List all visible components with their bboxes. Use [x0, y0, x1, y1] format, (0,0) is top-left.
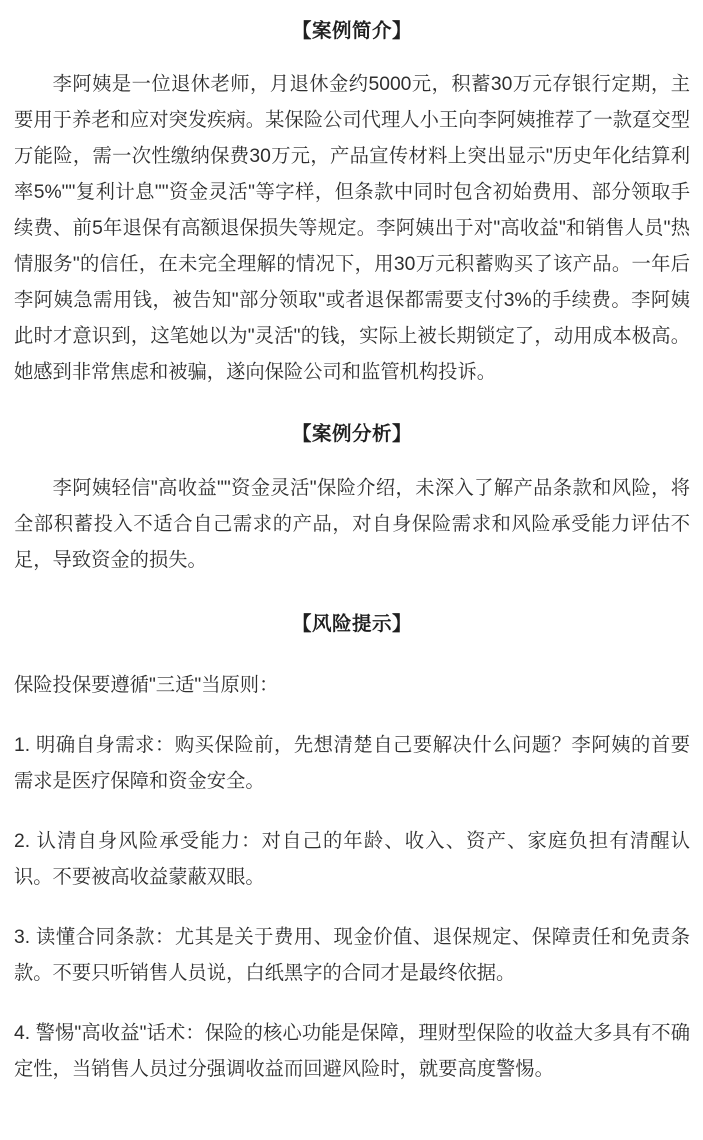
risk-tip-item-2: 2. 认清自身风险承受能力：对自己的年龄、收入、资产、家庭负担有清醒认识。不要被高收益蒙蔽双眼。 — [14, 830, 690, 888]
spacer — [14, 1088, 690, 1140]
document-page — [0, 18, 703, 1140]
risk-tip-item-3: 3. 读懂合同条款：尤其是关于费用、现金价值、退保规定、保障责任和免责条款。不要只听销售人员说，白纸黑字的合同才是最终依据。 — [14, 926, 690, 984]
spacer — [14, 800, 690, 824]
spacer — [14, 638, 690, 668]
risk-tip-item-4: 4. 警惕"高收益"话术：保险的核心功能是保障，理财型保险的收益大多具有不确定性，当销售人员过分强调收益而回避风险时，就要高度警惕。 — [14, 1022, 690, 1080]
spacer — [14, 579, 690, 609]
section-heading-risk-tips: 【风险提示】 — [291, 612, 412, 635]
spacer — [14, 45, 690, 67]
case-intro-paragraph: 李阿姨是一位退休老师，月退休金约5000元，积蓄30万元存银行定期，主要用于养老和应对突发疾病。某保险公司代理人小王向李阿姨推荐了一款趸交型万能险，需一次性缴纳保费30万元，产品宣传材料上突出显示"历史年化结算利率5%""复利计息""资金灵活"等字样，但条款中同时包含初始费用、部分领取手续费、前5年退保有高额退保损失等规定。李阿姨出于对"高收益"和销售人员"热情服务"的信任，在未完全理解的情况下，用30万元积蓄购买了该产品。一年后李阿姨急需用钱，被告知"部分领取"或者退保都需要支付3%的手续费。李阿姨此时才意识到，这笔她以为"灵活"的钱，实际上被长期锁定了，动用成本极高。她感到非常焦虑和被骗，遂向保险公司和监管机构投诉。 — [14, 74, 690, 384]
spacer — [14, 449, 690, 471]
spacer — [14, 391, 690, 419]
spacer — [14, 992, 690, 1016]
spacer — [14, 704, 690, 728]
risk-tips-intro: 保险投保要遵循"三适"当原则： — [14, 674, 279, 696]
section-heading-case-analysis: 【案例分析】 — [291, 423, 412, 446]
section-heading-case-intro: 【案例简介】 — [291, 20, 412, 42]
case-analysis-paragraph: 李阿姨轻信"高收益""资金灵活"保险介绍，未深入了解产品条款和风险，将全部积蓄投入不适合自己需求的产品，对自身保险需求和风险承受能力评估不足，导致资金的损失。 — [14, 477, 690, 571]
risk-tip-item-1: 1. 明确自身需求：购买保险前，先想清楚自己要解决什么问题？李阿姨的首要需求是医疗保障和资金安全。 — [14, 734, 690, 792]
spacer — [14, 896, 690, 920]
